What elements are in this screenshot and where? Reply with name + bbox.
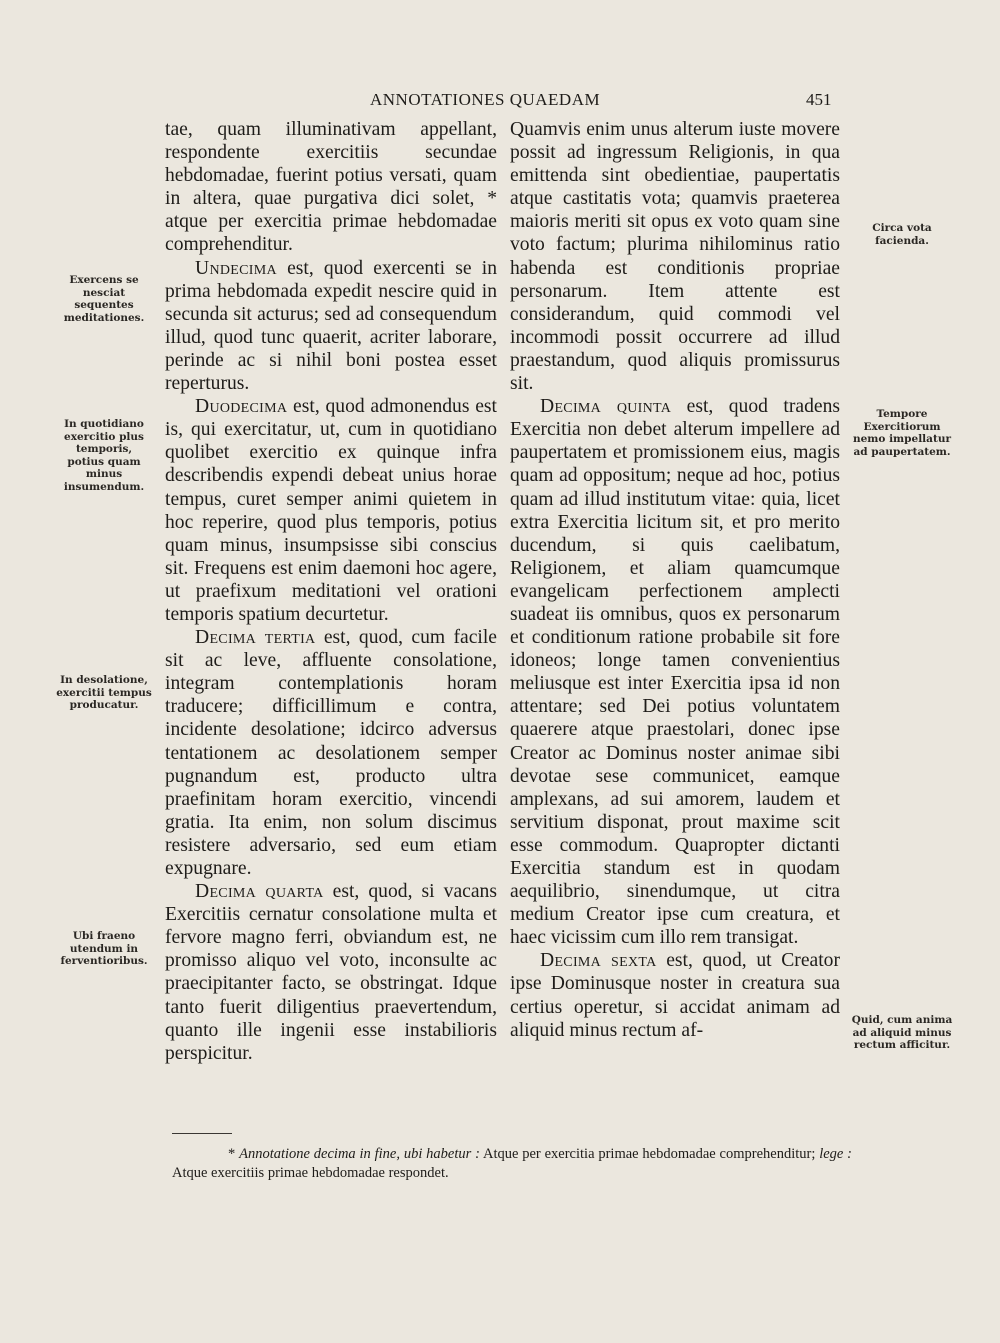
running-title: ANNOTATIONES QUAEDAM [370,90,601,109]
margin-note-left-3: In desolatione, exercitii tempus producatur. [56,674,152,711]
paragraph [165,118,497,257]
paragraph [165,880,497,1065]
paragraph [165,257,497,396]
annotation-heading: Decima tertia [195,627,316,649]
footnote-divider [172,1133,232,1134]
footnote-italic-2: lege : [819,1146,853,1162]
annotation-heading: Decima quarta [195,881,324,903]
paragraph-text: Quamvis enim unus alterum iuste movere possit ad ingressum Religionis, in qua emittenda sint obedientiae, paupertatis atque castitatis vota; quamvis praeterea maioris meriti sit opus ex voto quam sine voto factum; plurima nihilominus ratio habenda est conditionis propriae personarum. Item attente est considerandum, quid commodi vel incommodi possit occurrere ad illud praestandum, quod aliquis promissurus sit. [510,119,840,395]
paragraph-text: tae, quam illuminativam appellant, respondente exercitiis secundae hebdomadae, fuerint potius versati, quam in altera, quae purgativa dici solet, * atque per exercitia primae hebdomadae comprehenditur. [165,119,497,256]
paragraph-text: est, quod, cum facile sit ac leve, affluente consolatione, integram contemplationis horam traducere; difficillimum e contra, incidente desolatione; idcirco adversus tentationem ac desolationem semper pugnandum est, producto ultra praefinitam horam exercitio, vincendi gratia. Ita enim, non solum discimus resistere adversario, sed eum etiam expugnare. [165,627,497,879]
paragraph [510,949,840,1041]
annotation-heading: Decima quinta [540,396,672,418]
paragraph-text: est, quod, ut Creator ipse Dominusque noster in creatura sua certius operetur, si accidat animam ad aliquid minus rectum af- [510,950,840,1041]
footnote-text-2: Atque exercitiis primae hebdomadae respondet. [172,1165,449,1181]
margin-note-left-1: Exercens se nesciat sequentes meditationes. [63,274,145,324]
footnote-text-1: Atque per exercitia primae hebdomadae comprehenditur; [479,1146,816,1162]
paragraph-text: est, quod tradens Exercitia non debet alterum impellere ad paupertatem et promissionem eius, magis quam ad oppositum; neque ad hoc, potius quam ad illud institutum vitae: quia, licet extra Exercitia licitum sit, et pro merito ducendum, si quis caelibatum, Religionem, et aliam quamcumque evangelicam perfectionem amplecti suadeat iis omnibus, quos ex personarum et conditionum ratione probabile sit fore idoneos; longe tamen convenientius meliusque est inter Exercitia ipsa id non attentare; sed Dei potius voluntatem quaerere atque praestolari, donec ipse Creator ac Dominus noster animae sibi devotae sese communicet, eamque amplexans, ad sui amorem, laudem et servitium disponat, prout maxime scit esse commodum. Quapropter dictanti Exercitia standum est in quodam aequilibrio, sinendumque, ut citra medium Creator ipse cum creatura, et haec vicissim cum illo rem transigat. [510,396,840,949]
paragraph [165,626,497,880]
right-text-column [510,118,840,1042]
margin-note-left-2: In quotidiano exercitio plus temporis, potius quam minus insumendum. [63,418,145,493]
annotation-heading: Decima sexta [540,950,657,972]
margin-note-right-2: Tempore Exercitiorum nemo impellatur ad paupertatem. [852,408,951,458]
paragraph [510,118,840,395]
page-number: 451 [806,90,832,109]
left-text-column [165,118,497,1065]
paragraph [510,395,840,949]
annotation-heading: Undecima [195,257,277,279]
margin-note-left-4: Ubi fraeno utendum in ferventioribus. [60,930,148,967]
paragraph [165,395,497,626]
margin-note-right-3: Quid, cum anima ad aliquid minus rectum afficitur. [851,1014,953,1051]
paragraph-text: est, quod admonendus est is, qui exercitatur, ut, cum in quotidiano quolibet exercitio ex quinque infra describendis expendi debeat unius horae tempus, curet semper animi quietem in hoc reperire, quod plus temporis, potius quam minus, insumpsisse sibi conscius sit. Frequens est enim daemoni hoc agere, ut praefixum meditationi vel orationi temporis spatium decurtetur. [165,396,497,625]
paragraph-text: est, quod exercenti se in prima hebdomada expedit nescire quid in secunda sit acturus; sed ad consequendum illud, quod tunc quaerit, acriter laborare, perinde ac si nihil boni postea esset reperturus. [165,257,497,395]
footnote [172,1145,852,1183]
footnote-marker: * [228,1146,236,1162]
paragraph-text: est, quod, si vacans Exercitiis cernatur consolatione multa et fervore magno ferri, obviandum est, ne promisso aliquo vel voto, inconsulte ac praecipitanter facto, se obstringat. Idque tanto fuerit diligentius praevertendum, quanto ille ingenii esse instabilioris perspicitur. [165,881,497,1064]
footnote-italic-1: Annotatione decima in fine, ubi habetur : [239,1146,480,1162]
margin-note-right-1: Circa vota facienda. [872,222,932,247]
annotation-heading: Duodecima [195,396,288,418]
